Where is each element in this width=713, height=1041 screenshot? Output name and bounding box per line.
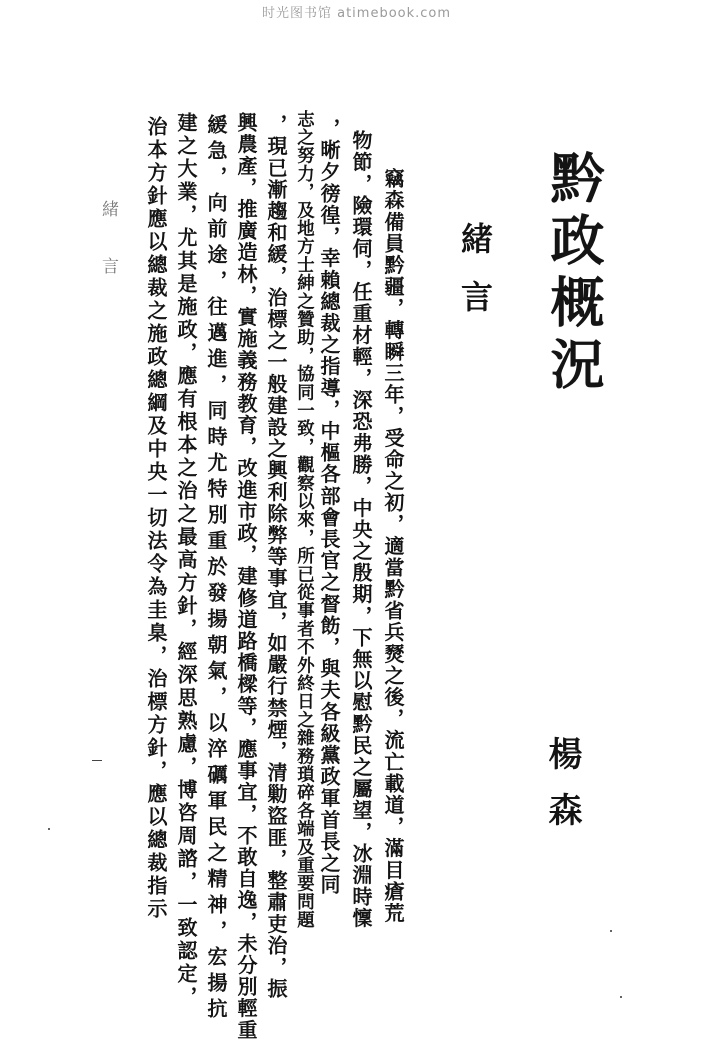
author-name: 楊森 bbox=[542, 736, 582, 848]
margin-dash bbox=[92, 760, 102, 761]
text-column-4: 志之努力，及地方士紳之贊助，協同一致，觀察以來，所已從事者不外終日之雜務瑣碎各端及重要問題 bbox=[293, 110, 314, 929]
watermark: 时光图书馆 atimebook.com bbox=[261, 6, 452, 21]
speck-mark bbox=[48, 828, 50, 830]
text-column-2: 物節，險環伺，任重材輕，深恐弗勝，中央之殷期，下無以慰黔民之屬望，冰淵時懍 bbox=[349, 130, 373, 930]
speck-mark bbox=[620, 996, 622, 998]
text-column-8: 建之大業，尤其是施政，應有根本之治之最高方針，經深思熟慮，博咨周諮，一致認定， bbox=[174, 112, 198, 1009]
side-margin-label: 緒言 bbox=[98, 200, 118, 314]
text-column-1: 竊森備員黔疆，轉瞬三年，受命之初，適當黔省兵燹之後，流亡載道，滿目瘡荒 bbox=[381, 168, 405, 924]
text-column-3: ，晰夕徬徨，幸賴總裁之指導，中樞各部會長官之督飭，與夫各級黨政軍首長之同 bbox=[317, 118, 341, 896]
text-column-5: ，現已漸趨和緩，治標之一般建設之興利除弊等事宜，如嚴行禁煙，清勦盜匪，整肅吏治，振 bbox=[264, 114, 288, 1000]
text-column-6: 興農產，推廣造林，實施義務教育，改進市政，建修道路橋樑等，應事宜，不敢自逸，未分別輕重 bbox=[234, 112, 258, 1041]
book-title: 黔政概況 bbox=[542, 150, 606, 398]
text-column-9: 治本方針應以總裁之施政總綱及中央一切法令為圭臬，治標方針，應以總裁指示 bbox=[144, 116, 168, 921]
chapter-heading: 緒言 bbox=[456, 222, 494, 338]
speck-mark bbox=[610, 930, 612, 932]
text-column-7: 緩急，向前途，往邁進，同時尤特別重於發揚朝氣，以淬礪軍民之精神，宏揚抗 bbox=[204, 114, 228, 1024]
